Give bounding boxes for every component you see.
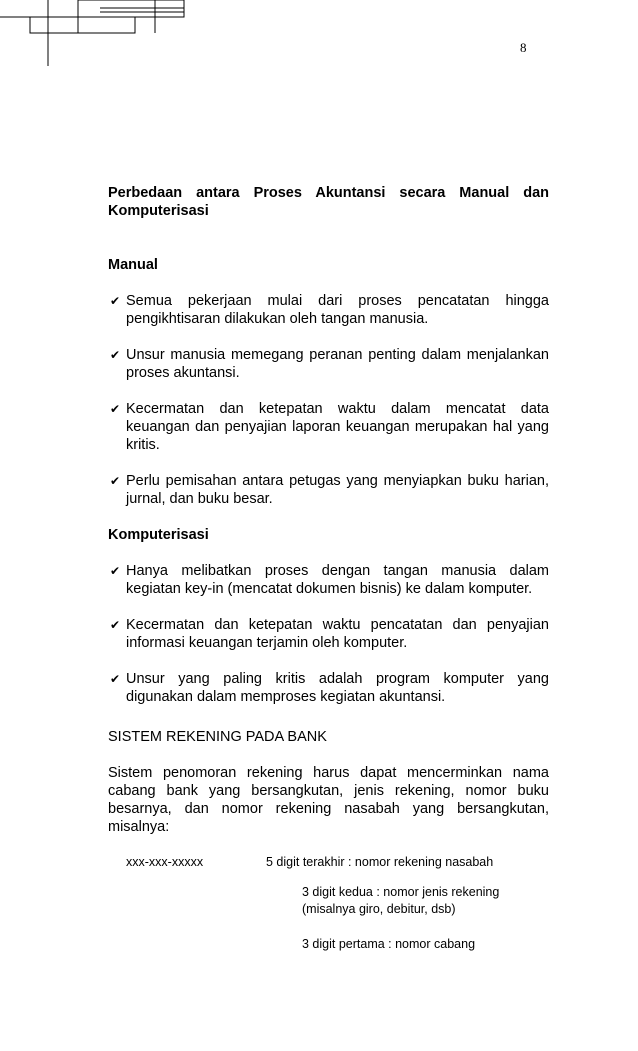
check-icon: ✔ xyxy=(110,564,121,578)
list-item: ✔ Semua pekerjaan mulai dari proses pencatatan hingga pengikhtisaran dilakukan oleh tangan manusia. xyxy=(110,293,549,327)
list-item: ✔ Kecermatan dan ketepatan waktu pencatatan dan penyajian informasi keuangan terjamin oleh komputer. xyxy=(110,617,549,651)
account-format xyxy=(108,854,549,964)
check-icon: ✔ xyxy=(110,474,121,488)
section-title-manual: Manual xyxy=(108,257,158,273)
account-format-code: xxx-xxx-xxxxx xyxy=(126,855,204,869)
list-item: ✔ Hanya melibatkan proses dengan tangan manusia dalam kegiatan key-in (mencatat dokumen bisnis) ke dalam komputer. xyxy=(110,563,549,597)
list-item: ✔ Unsur yang paling kritis adalah program komputer yang digunakan dalam memproses kegiatan akuntansi. xyxy=(110,671,549,705)
page-title-line2: Komputerisasi xyxy=(108,203,209,219)
list-item: ✔ Perlu pemisahan antara petugas yang menyiapkan buku harian, jurnal, dan buku besar. xyxy=(110,473,549,507)
desc-first-3-digits: 3 digit pertama : nomor cabang xyxy=(302,937,476,951)
check-icon: ✔ xyxy=(110,348,121,362)
corner-decoration xyxy=(0,0,200,70)
rekening-paragraph: Sistem penomoran rekening harus dapat mencerminkan nama cabang bank yang bersangkutan, jenis rekening, nomor buku besarnya, dan nomor rekening nasabah yang bersangkutan, misalnya: xyxy=(108,765,549,835)
manual-list xyxy=(108,292,549,508)
check-icon: ✔ xyxy=(110,294,121,308)
page-number: 8 xyxy=(520,40,527,55)
list-item: ✔ Kecermatan dan ketepatan waktu dalam mencatat data keuangan dan penyajian laporan keuangan merupakan hal yang kritis. xyxy=(110,401,549,453)
komputerisasi-list xyxy=(108,562,549,706)
document-body xyxy=(108,184,549,964)
desc-last-5-digits: 5 digit terakhir : nomor rekening nasabah xyxy=(266,855,494,869)
page-title: Perbedaan antara Proses Akuntansi secara Manual dan xyxy=(108,185,549,201)
check-icon: ✔ xyxy=(110,618,121,632)
section-title-komputerisasi: Komputerisasi xyxy=(108,527,209,543)
section-title-rekening: SISTEM REKENING PADA BANK xyxy=(108,729,327,745)
desc-second-3-digits: 3 digit kedua : nomor jenis rekening (misalnya giro, debitur, dsb) xyxy=(302,885,500,916)
list-item: ✔ Unsur manusia memegang peranan penting dalam menjalankan proses akuntansi. xyxy=(110,347,549,381)
check-icon: ✔ xyxy=(110,402,121,416)
check-icon: ✔ xyxy=(110,672,121,686)
